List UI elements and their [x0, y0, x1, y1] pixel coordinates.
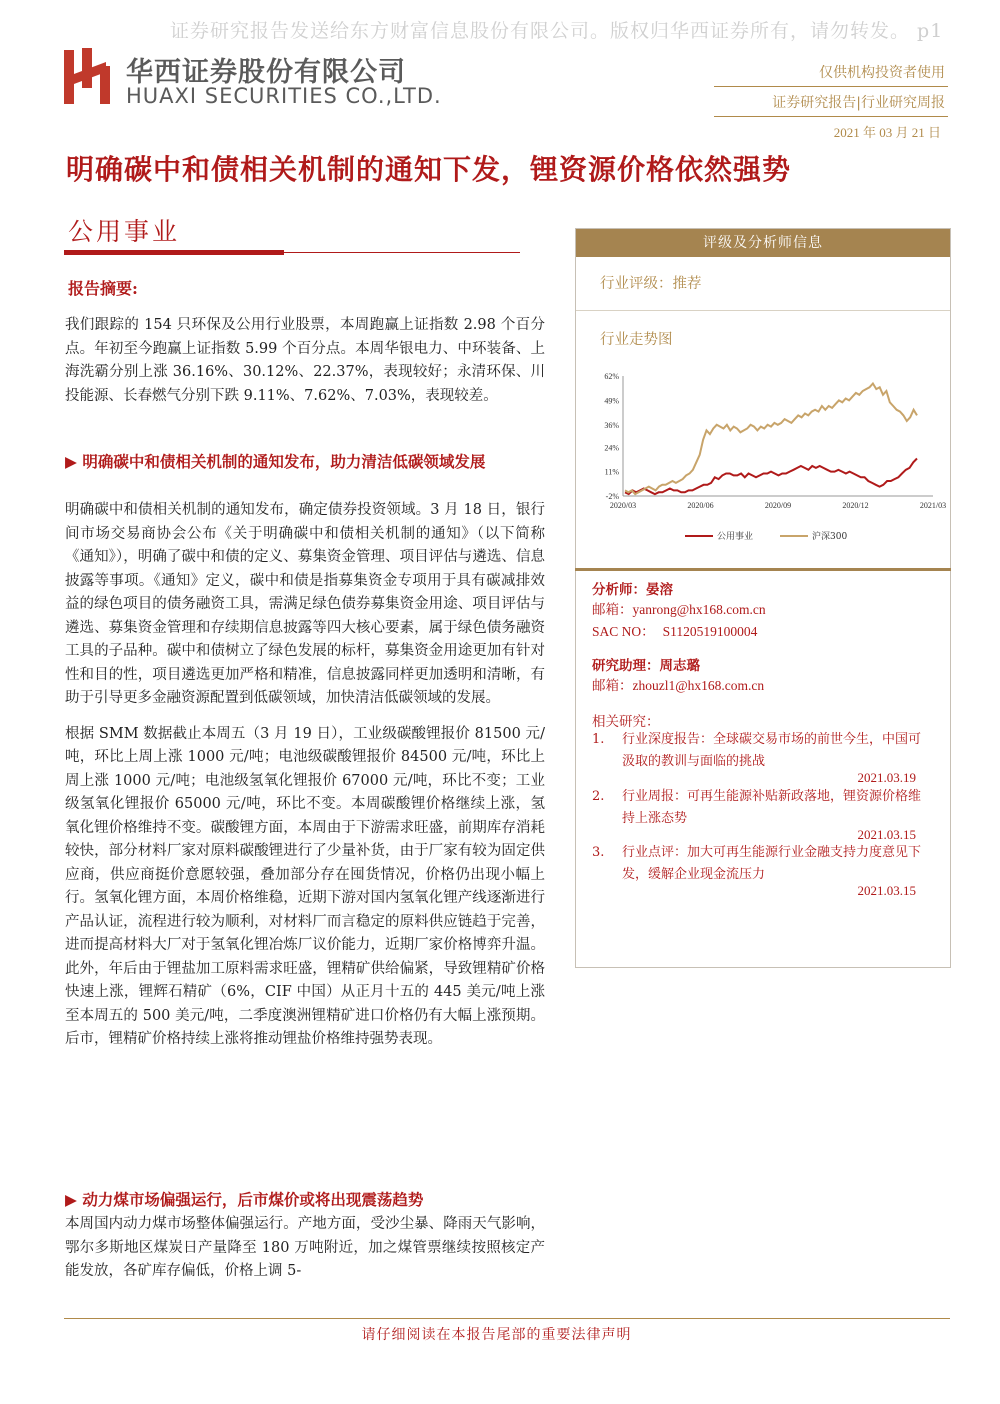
y-tick-label: 11% — [604, 467, 619, 477]
section1-title: 明确碳中和债相关机制的通知发布，助力清洁低碳领域发展 — [82, 452, 486, 471]
assistant-line — [592, 654, 700, 674]
analyst-name: 晏溶 — [646, 582, 673, 598]
sidebar-divider — [576, 310, 950, 311]
related-item-date: 2021.03.19 — [857, 770, 916, 785]
analyst-email-line — [592, 598, 766, 618]
summary-intro — [65, 314, 545, 408]
y-tick-label: 36% — [604, 420, 619, 430]
header-divider — [714, 116, 948, 117]
industry-trend-chart — [595, 360, 947, 550]
section2-heading — [65, 1187, 545, 1212]
section1-heading — [65, 449, 545, 474]
related-item-date: 2021.03.15 — [857, 883, 916, 898]
series-line-utilities — [625, 459, 917, 495]
x-tick-label: 2020/06 — [687, 501, 714, 510]
x-tick-label: 2020/12 — [842, 501, 869, 510]
sac-number: S1120519100004 — [662, 624, 758, 639]
watermark: 证券研究报告发送给东方财富信息股份有限公司。版权归华西证券所有，请勿转发。 p1 — [170, 20, 944, 42]
related-item-number: 1. — [592, 732, 605, 747]
trend-chart-label: 行业走势图 — [600, 332, 673, 348]
section1-paragraph-2: 根据 SMM 数据截止本周五（3 月 19 日），工业级碳酸锂报价 81500 元/吨，环比上周上涨 1000 元/吨；电池级碳酸锂报价 84500 元/吨，环比上周上涨 1000 元/吨；电池级氢氧化锂报价 67000 元/吨，环比不变；工业级氢氧化锂报价 65000 元/吨，环比不变。本周碳酸锂价格继续上涨，氢氧化锂价格维持不变。碳酸锂方面，本周由于下游需求旺盛，前期库存消耗较快，部分材料厂家对原料碳酸锂进行了少量补货，由于厂家有较为固定供应商，供应商挺价意愿较强，叠加部分存在囤货情况，价格仍出现小幅上行。氢氧化锂方面，本周价格维稳，近期下游对国内氢氧化锂产线逐渐进行产品认证，流程进行较为顺利，对材料厂而言稳定的原料供应链趋于完善，进而提高材料大厂对于氢氧化锂冶炼厂议价能力，近期厂家价格博弈升温。此外，年后由于锂盐加工原料需求旺盛，锂精矿供给偏紧，导致锂精矿价格快速上涨，锂辉石精矿（6%，CIF 中国）从正月十五的 445 美元/吨上涨至本周五的 500 美元/吨，二季度澳洲锂精矿进口价格仍有大幅上涨预期。后市，锂精矿价格持续上涨将推动锂盐价格维持强势表现。 — [65, 725, 545, 1047]
legend-label: 沪深300 — [812, 532, 848, 542]
related-research-item[interactable] — [592, 842, 932, 902]
huaxi-logo-icon — [64, 48, 116, 106]
y-tick-label: 24% — [604, 443, 619, 453]
industry-name: 公用事业 — [68, 217, 181, 246]
section2-title: 动力煤市场偏强运行，后市煤价或将出现震荡趋势 — [82, 1190, 424, 1209]
sidebar-header: 评级及分析师信息 — [576, 229, 950, 257]
rating-label: 行业评级： — [600, 276, 673, 292]
x-tick-label: 2020/03 — [609, 501, 637, 510]
related-item-number: 2. — [592, 789, 605, 804]
related-research-item[interactable] — [592, 786, 932, 846]
series-line-csi300 — [625, 384, 917, 495]
analyst-email-label: 邮箱： — [592, 602, 633, 618]
analyst-line — [592, 578, 673, 598]
related-item-title: 行业周报：可再生能源补贴新政落地，锂资源价格维持上涨态势 — [622, 789, 922, 826]
company-name-en: HUAXI SECURITIES CO.,LTD. — [126, 84, 442, 108]
summary-intro-text: 我们跟踪的 154 只环保及公用行业股票，本周跑赢上证指数 2.98 个百分点。年初至今跑赢上证指数 5.99 个百分点。本周华银电力、中环装备、上海洗霸分别上涨 36.16%、30.12%、22.37%，表现较好；永清环保、川投能源、长春燃气分别下跌 9.11%、7.62%、7.03%，表现较差。 — [65, 317, 545, 404]
related-item-title: 行业深度报告：全球碳交易市场的前世今生，中国可汲取的教训与面临的挑战 — [622, 732, 922, 769]
related-research-heading: 相关研究： — [592, 714, 660, 730]
assistant-email-label: 邮箱： — [592, 678, 633, 694]
report-type: 证券研究报告|行业研究周报 — [772, 95, 945, 111]
triangle-bullet-icon: ▶ — [65, 1190, 83, 1209]
assistant-email-line — [592, 674, 764, 694]
sac-line — [592, 620, 757, 640]
industry-rating — [600, 272, 702, 293]
related-item-number: 3. — [592, 845, 605, 860]
section2-body — [65, 1213, 545, 1284]
report-title: 明确碳中和债相关机制的通知下发，锂资源价格依然强势 — [66, 153, 792, 186]
section1-paragraph-1: 明确碳中和债相关机制的通知发布，确定债券投资领域。3 月 18 日，银行间市场交易商协会公布《关于明确碳中和债相关机制的通知》（以下简称《通知》），明确了碳中和债的定义、募集资金管理、项目评估与遴选、信息披露等事项。《通知》定义，碳中和债是指募集资金专项用于具有碳减排效益的绿色项目的债务融资工具，需满足绿色债券募集资金用途、项目评估与遴选、募集资金管理和存续期信息披露等四大核心要素，属于绿色债务融资工具的子品种。碳中和债树立了绿色发展的标杆，募集资金用途更加有针对性和目的性，项目遴选更加严格和精准，信息披露同样更加透明和清晰，有助于引导更多金融资源配置到低碳领域，加快清洁低碳领域的发展。 — [65, 502, 545, 706]
assistant-email[interactable]: zhouzl1@hx168.com.cn — [632, 678, 765, 693]
related-item-date: 2021.03.15 — [857, 827, 916, 842]
y-tick-label: -2% — [605, 492, 619, 501]
section1-body — [65, 499, 545, 1052]
legal-notice: 请仔细阅读在本报告尾部的重要法律声明 — [361, 1327, 632, 1343]
header-divider — [714, 86, 948, 87]
analyst-email[interactable]: yanrong@hx168.com.cn — [632, 602, 766, 617]
audience-note: 仅供机构投资者使用 — [819, 65, 945, 81]
assistant-label: 研究助理： — [592, 658, 660, 674]
rating-value: 推荐 — [672, 276, 702, 292]
analyst-label: 分析师： — [592, 582, 646, 598]
y-tick-label: 49% — [604, 396, 619, 406]
assistant-name: 周志璐 — [659, 658, 700, 674]
related-research-item[interactable] — [592, 729, 932, 789]
triangle-bullet-icon: ▶ — [65, 452, 83, 471]
summary-heading: 报告摘要: — [68, 279, 138, 298]
footer-divider — [64, 1318, 950, 1319]
sac-label: SAC NO： — [592, 624, 655, 639]
y-tick-label: 62% — [604, 372, 619, 381]
legend-label: 公用事业 — [717, 532, 754, 542]
industry-underline-thin — [284, 252, 520, 253]
industry-underline — [64, 250, 284, 255]
section2-paragraph-1: 本周国内动力煤市场整体偏强运行。产地方面，受沙尘暴、降雨天气影响，鄂尔多斯地区煤炭日产量降至 180 万吨附近，加之煤管票继续按照核定产能发放，各矿库存偏低，价格上调 5- — [65, 1216, 545, 1279]
related-item-title: 行业点评：加大可再生能源行业金融支持力度意见下发，缓解企业现金流压力 — [622, 845, 922, 882]
x-tick-label: 2021/03 — [919, 501, 947, 510]
x-tick-label: 2020/09 — [764, 501, 792, 510]
report-date: 2021 年 03 月 21 日 — [833, 125, 941, 140]
company-name-cn: 华西证券股份有限公司 — [126, 57, 406, 88]
sidebar-accent-bar — [575, 568, 951, 571]
